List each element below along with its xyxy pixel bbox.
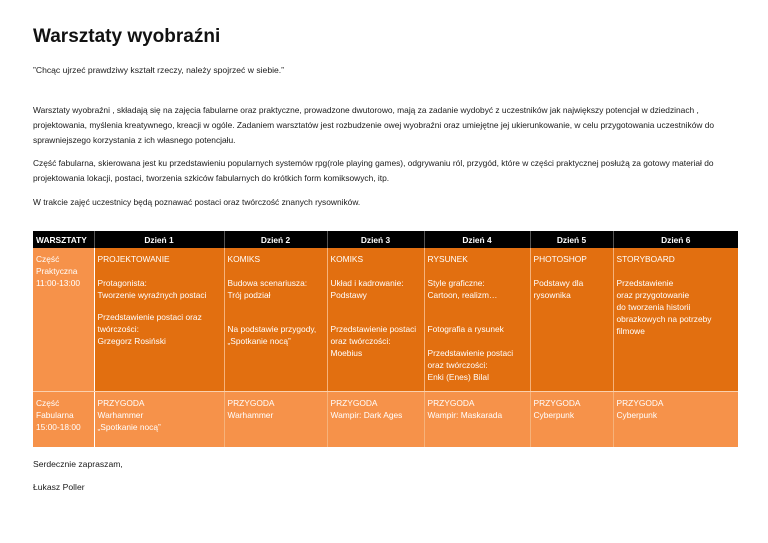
header-cell-day-1: Dzień 1 [94, 231, 224, 248]
header-cell-day-2: Dzień 2 [224, 231, 327, 248]
fabular-day-5-cell: PRZYGODA Cyberpunk [530, 391, 613, 447]
fabular-day-2-cell: PRZYGODA Warhammer [224, 391, 327, 447]
artists-paragraph: W trakcie zajęć uczestnicy będą poznawać postaci oraz twórczość znanych rysowników. [33, 197, 361, 207]
header-cell-day-4: Dzień 4 [424, 231, 530, 248]
header-cell-workshops: WARSZTATY [33, 231, 94, 248]
schedule-row-practical [33, 248, 738, 391]
practical-day-2-cell: KOMIKS Budowa scenariusza: Trój podział Na podstawie przygody, „Spotkanie nocą” [224, 248, 327, 391]
header-cell-day-5: Dzień 5 [530, 231, 613, 248]
fabular-day-3-cell: PRZYGODA Wampir: Dark Ages [327, 391, 424, 447]
fabular-day-6-cell: PRZYGODA Cyberpunk [613, 391, 738, 447]
row-label-practical: Część Praktyczna 11:00-13:00 [33, 248, 94, 391]
row-label-fabular: Część Fabularna 15:00-18:00 [33, 391, 94, 447]
practical-day-4-cell: RYSUNEK Style graficzne: Cartoon, realizm… Fotografia a rysunek Przedstawienie postaci oraz twórczości: Enki (Enes) Bilal [424, 248, 530, 391]
header-cell-day-6: Dzień 6 [613, 231, 738, 248]
intro-paragraph: Warsztaty wyobraźni , składają się na zajęcia fabularne oraz praktyczne, prowadzone dwutorowo, mają za zadanie wydobyć z uczestników jak największy potencjał w dziedzinach , projektowania, myślenia kreatywnego, kreacji w ogóle. Zadaniem warsztatów jest rozbudzenie owej wyobraźni oraz umiejętne jej ukierunkowanie, w celu przygotowania uczestników do sprawniejszego korzystania z ich własnego potencjału. [33, 105, 715, 145]
schedule-table [33, 231, 738, 447]
schedule-row-fabular [33, 391, 738, 447]
author-name: Łukasz Poller [33, 482, 85, 492]
fabular-paragraph: Część fabularna, skierowana jest ku przedstawieniu popularnych systemów rpg(role playing games), odgrywaniu ról, przygód, które w części praktycznej posłużą za gotowy materiał do projektowania lokacji, postaci, tworzenia szkiców fabularnych do krótkich form komiksowych, itp. [33, 158, 714, 183]
practical-day-3-cell: KOMIKS Układ i kadrowanie: Podstawy Przedstawienie postaci oraz twórczości: Moebius [327, 248, 424, 391]
practical-day-6-cell: STORYBOARD Przedstawienie oraz przygotowanie do tworzenia historii obrazkowych na potrzeby filmowe [613, 248, 738, 391]
header-cell-day-3: Dzień 3 [327, 231, 424, 248]
page-title: Warsztaty wyobraźni [33, 26, 221, 47]
fabular-day-4-cell: PRZYGODA Wampir: Maskarada [424, 391, 530, 447]
practical-day-1-cell: PROJEKTOWANIE Protagonista: Tworzenie wyraźnych postaci Przedstawienie postaci oraz twórczości: Grzegorz Rosiński [94, 248, 224, 391]
schedule-header-row [33, 231, 738, 248]
motto-quote: ”Chcąc ujrzeć prawdziwy kształt rzeczy, należy spojrzeć w siebie.” [33, 65, 285, 75]
fabular-day-1-cell: PRZYGODA Warhammer „Spotkanie nocą” [94, 391, 224, 447]
practical-day-5-cell: PHOTOSHOP Podstawy dla rysownika [530, 248, 613, 391]
closing-line: Serdecznie zapraszam, [33, 459, 123, 469]
